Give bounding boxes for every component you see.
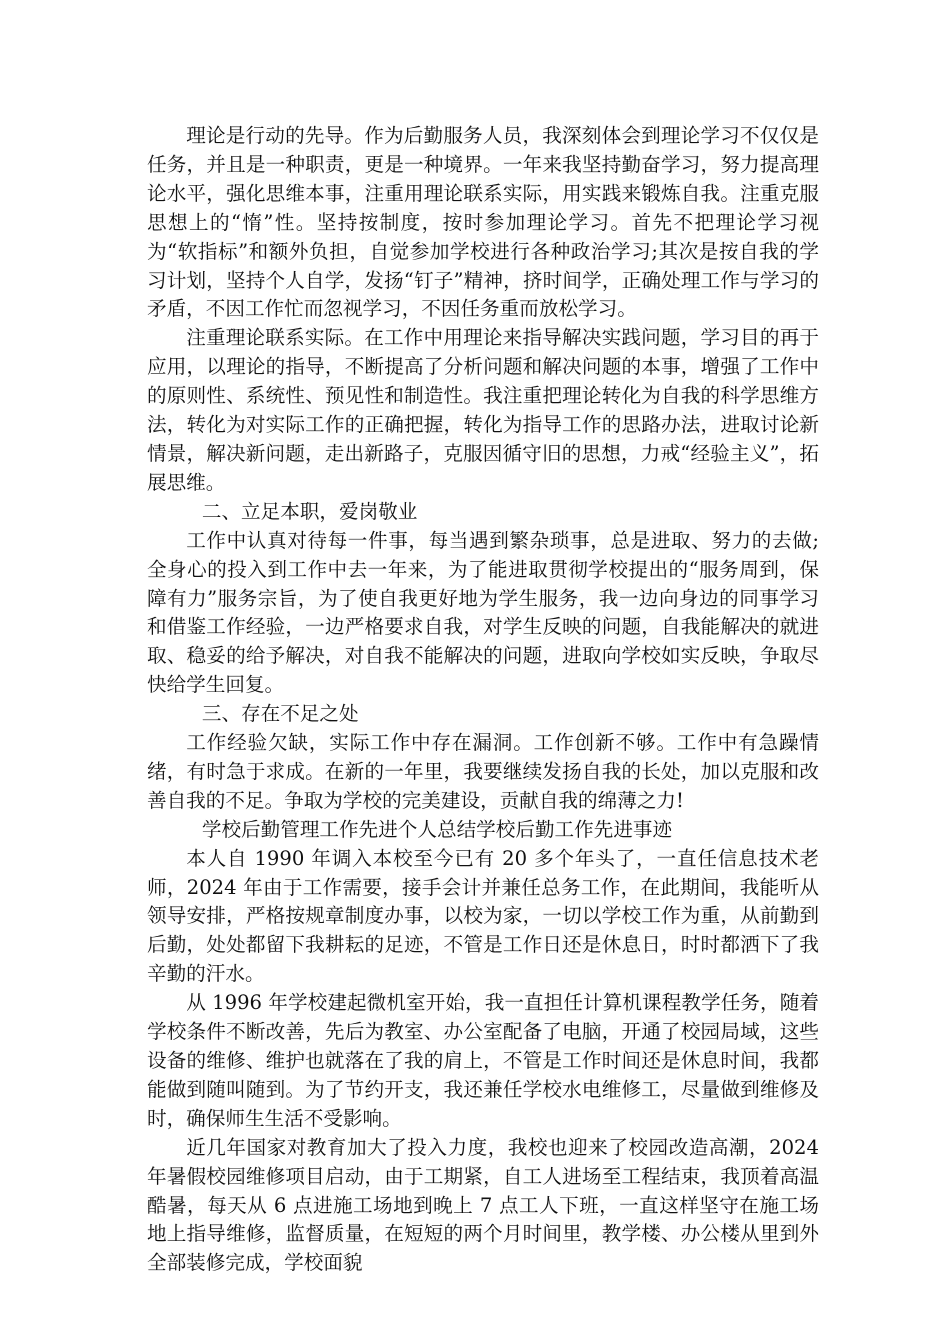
paragraph-computer-room: 从 1996 年学校建起微机室开始，我一直担任计算机课程教学任务，随着学校条件不断改善，先后为教室、办公室配备了电脑，开通了校园局域，这些设备的维修、维护也就落在了我的肩上，不管是工作时间还是休息时间，我都能做到随叫随到。为了节约开支，我还兼任学校水电维修工，尽量做到维修及时，确保师生生活不受影响。 xyxy=(147,991,819,1130)
paragraph-renovation: 近几年国家对教育加大了投入力度，我校也迎来了校园改造高潮，2024 年暑假校园维修项目启动，由于工期紧，自工人进场至工程结束，我顶着高温酷暑，每天从 6 点进施工场地到晚上 7 点工人下班，一直这样坚守在施工场地上指导维修，监督质量，在短短的两个月时间里，教学楼、办公楼从里到外全部装修完成，学校面貌 xyxy=(147,1135,819,1275)
section-heading-2: 二、立足本职，爱岗敬业 xyxy=(201,499,418,523)
paragraph-shortcomings: 工作经验欠缺，实际工作中存在漏洞。工作创新不够。工作中有急躁情绪，有时急于求成。在新的一年里，我要继续发扬自我的长处，加以克服和改善自我的不足。争取为学校的完美建设，贡献自我的绵薄之力! xyxy=(147,731,819,812)
paragraph-theory-study: 理论是行动的先导。作为后勤服务人员，我深刻体会到理论学习不仅仅是任务，并且是一种职责，更是一种境界。一年来我坚持勤奋学习，努力提高理论水平，强化思维本事，注重用理论联系实际，用实践来锻炼自我。注重克服思想上的“惰”性。坚持按制度，按时参加理论学习。首先不把理论学习视为“软指标”和额外负担，自觉参加学校进行各种政治学习;其次是按自我的学习计划，坚持个人自学，发扬“钉子”精神，挤时间学，正确处理工作与学习的矛盾，不因工作忙而忽视学习，不因任务重而放松学习。 xyxy=(147,124,819,321)
paragraph-theory-practice: 注重理论联系实际。在工作中用理论来指导解决实践问题，学习目的再于应用，以理论的指导，不断提高了分析问题和解决问题的本事，增强了工作中的原则性、系统性、预见性和制造性。我注重把理论转化为自我的科学思维方法，转化为对实际工作的正确把握，转化为指导工作的思路办法，进取讨论新情景，解决新问题，走出新路子，克服因循守旧的思想，力戒“经验主义”，拓展思维。 xyxy=(147,326,819,494)
section-heading-3: 三、存在不足之处 xyxy=(201,702,359,726)
document-body xyxy=(147,122,819,1278)
paragraph-work-attitude: 工作中认真对待每一件事，每当遇到繁杂琐事，总是进取、努力的去做;全身心的投入到工作中去一年来，为了能进取贯彻学校提出的“服务周到，保障有力”服务宗旨，为了使自我更好地为学生服务，我一边向身边的同事学习和借鉴工作经验，一边严格要求自我，对学生反映的问题，自我能解决的就进取、稳妥的给予解决，对自我不能解决的问题，进取向学校如实反映，争取尽快给学生回复。 xyxy=(147,528,819,697)
document-subtitle: 学校后勤管理工作先进个人总结学校后勤工作先进事迹 xyxy=(201,817,673,841)
paragraph-career: 本人自 1990 年调入本校至今已有 20 多个年头了，一直任信息技术老师，2024 年由于工作需要，接手会计并兼任总务工作，在此期间，我能听从领导安排，严格按规章制度办事，以校为家，一切以学校工作为重，从前勤到后勤，处处都留下我耕耘的足迹，不管是工作日还是休息日，时时都洒下了我辛勤的汗水。 xyxy=(147,846,819,986)
